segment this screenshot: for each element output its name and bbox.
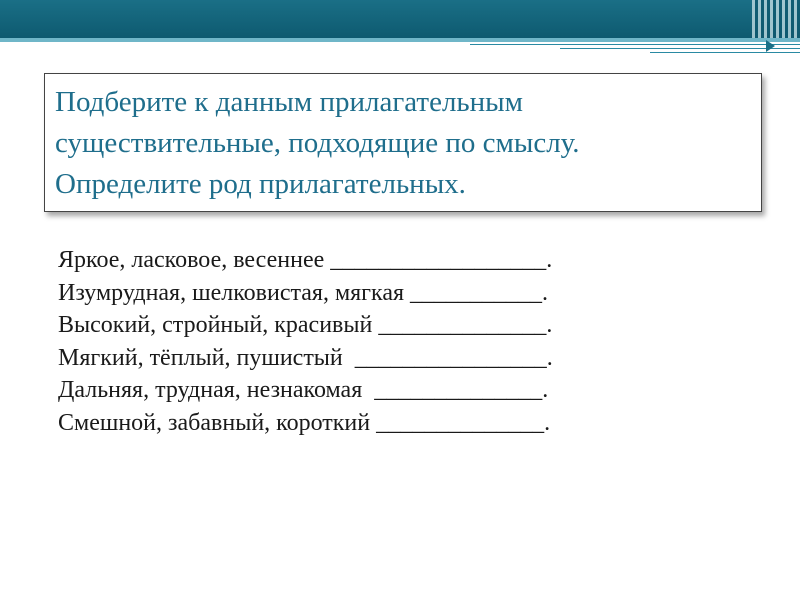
exercise-line: Яркое, ласковое, весеннее __________________. — [58, 247, 553, 273]
exercise-list — [58, 244, 758, 439]
banner-accent-stripes — [752, 0, 800, 38]
title-line: существительные, подходящие по смыслу. — [55, 127, 580, 159]
title-box — [44, 73, 762, 212]
top-banner — [0, 0, 800, 38]
title-line: Определите род прилагательных. — [55, 168, 466, 200]
decor-line — [560, 48, 800, 49]
decor-line — [470, 44, 800, 45]
exercise-line: Смешной, забавный, короткий ______________. — [58, 409, 551, 436]
title-line: Подберите к данным прилагательным — [55, 86, 524, 118]
arrow-right-icon — [766, 40, 775, 52]
exercise-line: Изумрудная, шелковистая, мягкая ___________. — [58, 279, 549, 306]
decor-line — [650, 52, 800, 53]
banner-underline — [0, 38, 800, 42]
exercise-line: Дальняя, трудная, незнакомая ______________. — [58, 377, 549, 403]
exercise-line: Высокий, стройный, красивый ______________. — [58, 312, 553, 338]
exercise-line: Мягкий, тёплый, пушистый ________________. — [58, 344, 553, 371]
